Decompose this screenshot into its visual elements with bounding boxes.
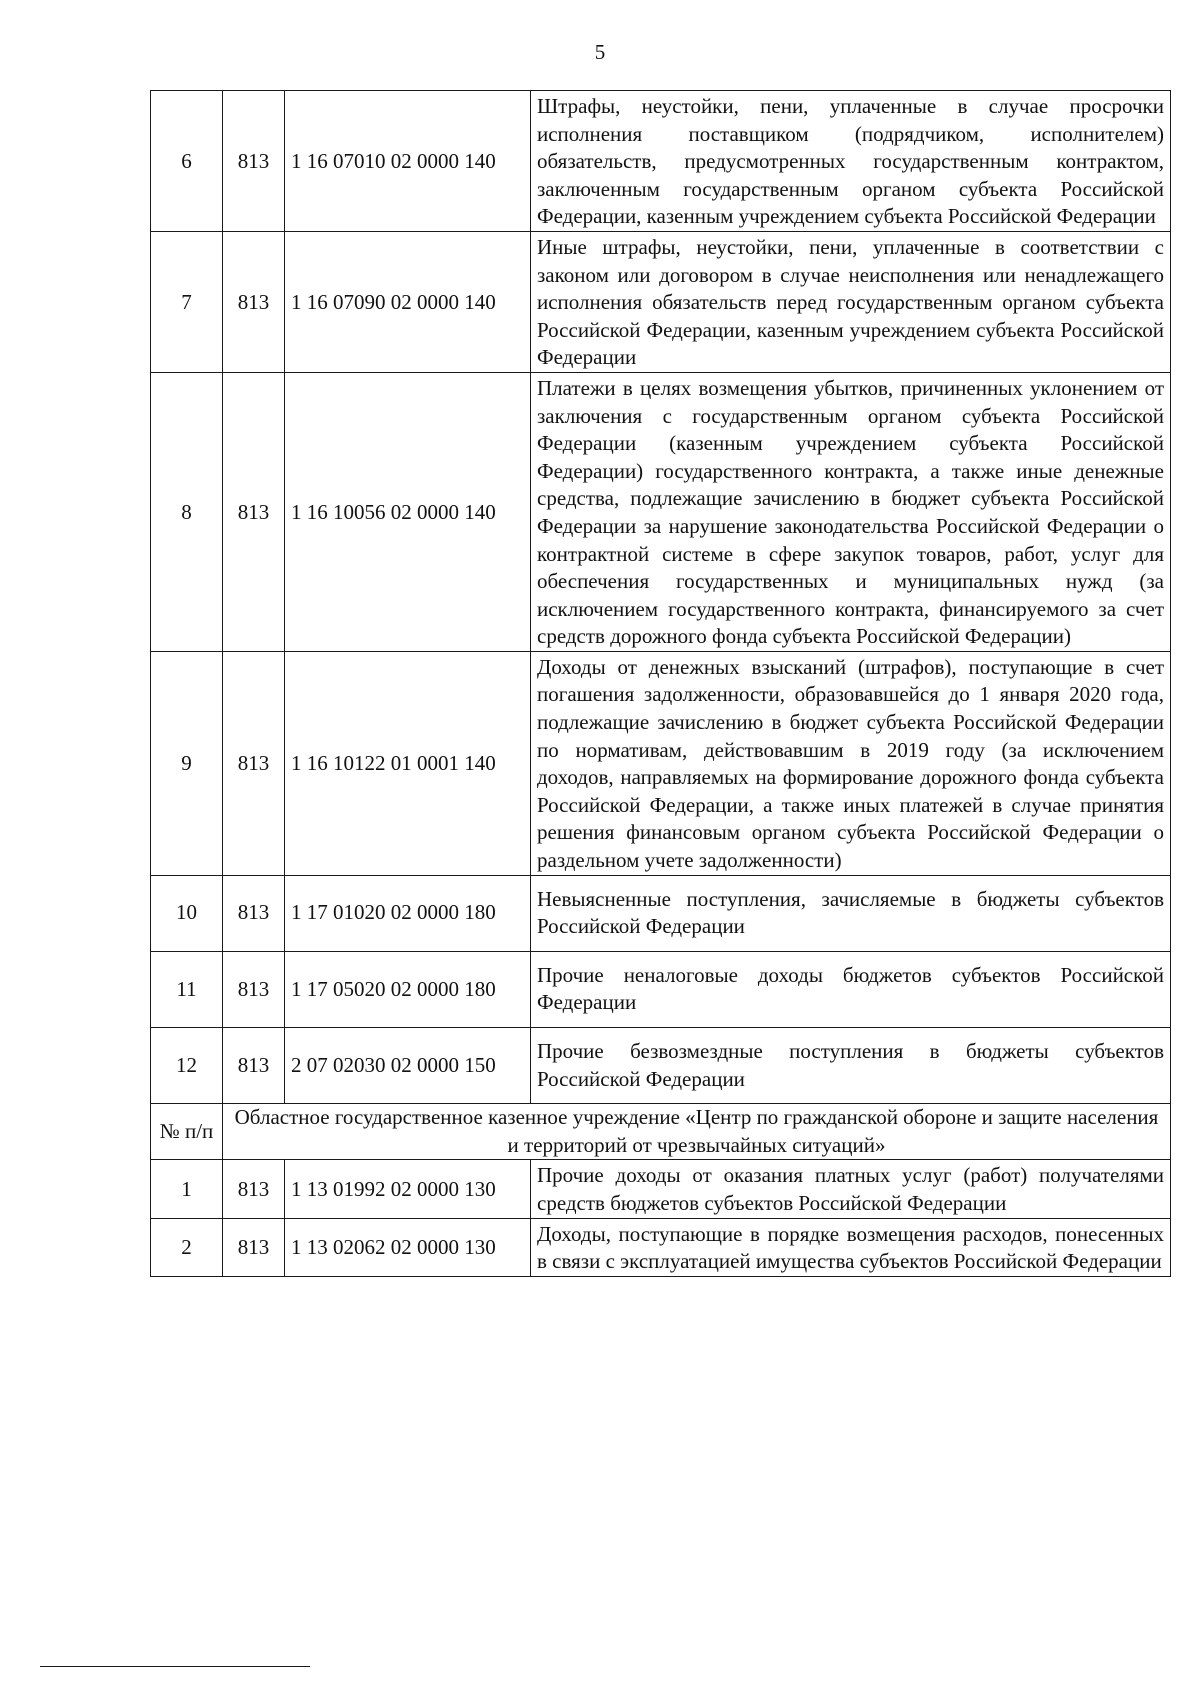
budget-classification-code: 1 17 05020 02 0000 180 [285, 951, 531, 1027]
revenue-description: Доходы от денежных взысканий (штрафов), поступающие в счет погашения задолженности, образовавшейся до 1 января 2020 года, подлежащие зачислению в бюджет субъекта Российской Федерации по нормативам, действовавшим в 2019 году (за исключением доходов, направляемых на формирование дорожного фонда субъекта Российской Федерации, а также иных платежей в случае принятия решения финансовым органом субъекта Российской Федерации о раздельном учете задолженности) [531, 651, 1171, 875]
table-row [151, 1160, 1171, 1218]
row-number: 12 [151, 1028, 223, 1104]
admin-code: 813 [223, 91, 285, 232]
budget-classification-code: 2 07 02030 02 0000 150 [285, 1028, 531, 1104]
row-number: 6 [151, 91, 223, 232]
admin-code: 813 [223, 1218, 285, 1276]
row-number: 1 [151, 1160, 223, 1218]
budget-classification-code: 1 13 01992 02 0000 130 [285, 1160, 531, 1218]
budget-classification-code: 1 16 10056 02 0000 140 [285, 372, 531, 651]
revenue-description: Платежи в целях возмещения убытков, причиненных уклонением от заключения с государственным органом субъекта Российской Федерации (казенным учреждением субъекта Российской Федерации) государственного контракта, а также иные денежные средства, подлежащие зачислению в бюджет субъекта Российской Федерации за нарушение законодательства Российской Федерации о контрактной системе в сфере закупок товаров, работ, услуг для обеспечения государственных и муниципальных нужд (за исключением государственного контракта, финансируемого за счет средств дорожного фонда субъекта Российской Федерации) [531, 372, 1171, 651]
revenue-description: Невыясненные поступления, зачисляемые в бюджеты субъектов Российской Федерации [531, 875, 1171, 951]
row-number: 7 [151, 231, 223, 372]
budget-classification-code: 1 13 02062 02 0000 130 [285, 1218, 531, 1276]
revenue-description: Иные штрафы, неустойки, пени, уплаченные в соответствии с законом или договором в случае неисполнения или ненадлежащего исполнения обязательств перед государственным органом субъекта Российской Федерации, казенным учреждением субъекта Российской Федерации [531, 231, 1171, 372]
page-number: 5 [594, 40, 606, 64]
admin-code: 813 [223, 1160, 285, 1218]
section-header-row [151, 1104, 1171, 1160]
row-number: 10 [151, 875, 223, 951]
budget-classification-code: 1 16 10122 01 0001 140 [285, 651, 531, 875]
row-number: 9 [151, 651, 223, 875]
column-header-number: № п/п [151, 1104, 223, 1160]
admin-code: 813 [223, 651, 285, 875]
admin-code: 813 [223, 875, 285, 951]
revenue-codes-table [150, 90, 1171, 1277]
table-row [151, 231, 1171, 372]
section-title: Областное государственное казенное учреждение «Центр по гражданской обороне и защите населения и территорий от чрезвычайных ситуаций» [223, 1104, 1171, 1160]
revenue-description: Прочие безвозмездные поступления в бюджеты субъектов Российской Федерации [531, 1028, 1171, 1104]
table-row [151, 651, 1171, 875]
admin-code: 813 [223, 231, 285, 372]
table-row [151, 91, 1171, 232]
budget-classification-code: 1 17 01020 02 0000 180 [285, 875, 531, 951]
revenue-description: Доходы, поступающие в порядке возмещения расходов, понесенных в связи с эксплуатацией имущества субъектов Российской Федерации [531, 1218, 1171, 1276]
revenue-description: Прочие неналоговые доходы бюджетов субъектов Российской Федерации [531, 951, 1171, 1027]
revenue-description: Штрафы, неустойки, пени, уплаченные в случае просрочки исполнения поставщиком (подрядчиком, исполнителем) обязательств, предусмотренных государственным контрактом, заключенным государственным органом субъекта Российской Федерации, казенным учреждением субъекта Российской Федерации [531, 91, 1171, 232]
budget-classification-code: 1 16 07010 02 0000 140 [285, 91, 531, 232]
table-row [151, 1218, 1171, 1276]
footnote-divider [40, 1666, 310, 1667]
row-number: 11 [151, 951, 223, 1027]
admin-code: 813 [223, 951, 285, 1027]
row-number: 2 [151, 1218, 223, 1276]
admin-code: 813 [223, 372, 285, 651]
budget-classification-code: 1 16 07090 02 0000 140 [285, 231, 531, 372]
revenue-description: Прочие доходы от оказания платных услуг (работ) получателями средств бюджетов субъектов Российской Федерации [531, 1160, 1171, 1218]
admin-code: 813 [223, 1028, 285, 1104]
table-row [151, 1028, 1171, 1104]
row-number: 8 [151, 372, 223, 651]
table-row [151, 875, 1171, 951]
table-row [151, 951, 1171, 1027]
table-row [151, 372, 1171, 651]
